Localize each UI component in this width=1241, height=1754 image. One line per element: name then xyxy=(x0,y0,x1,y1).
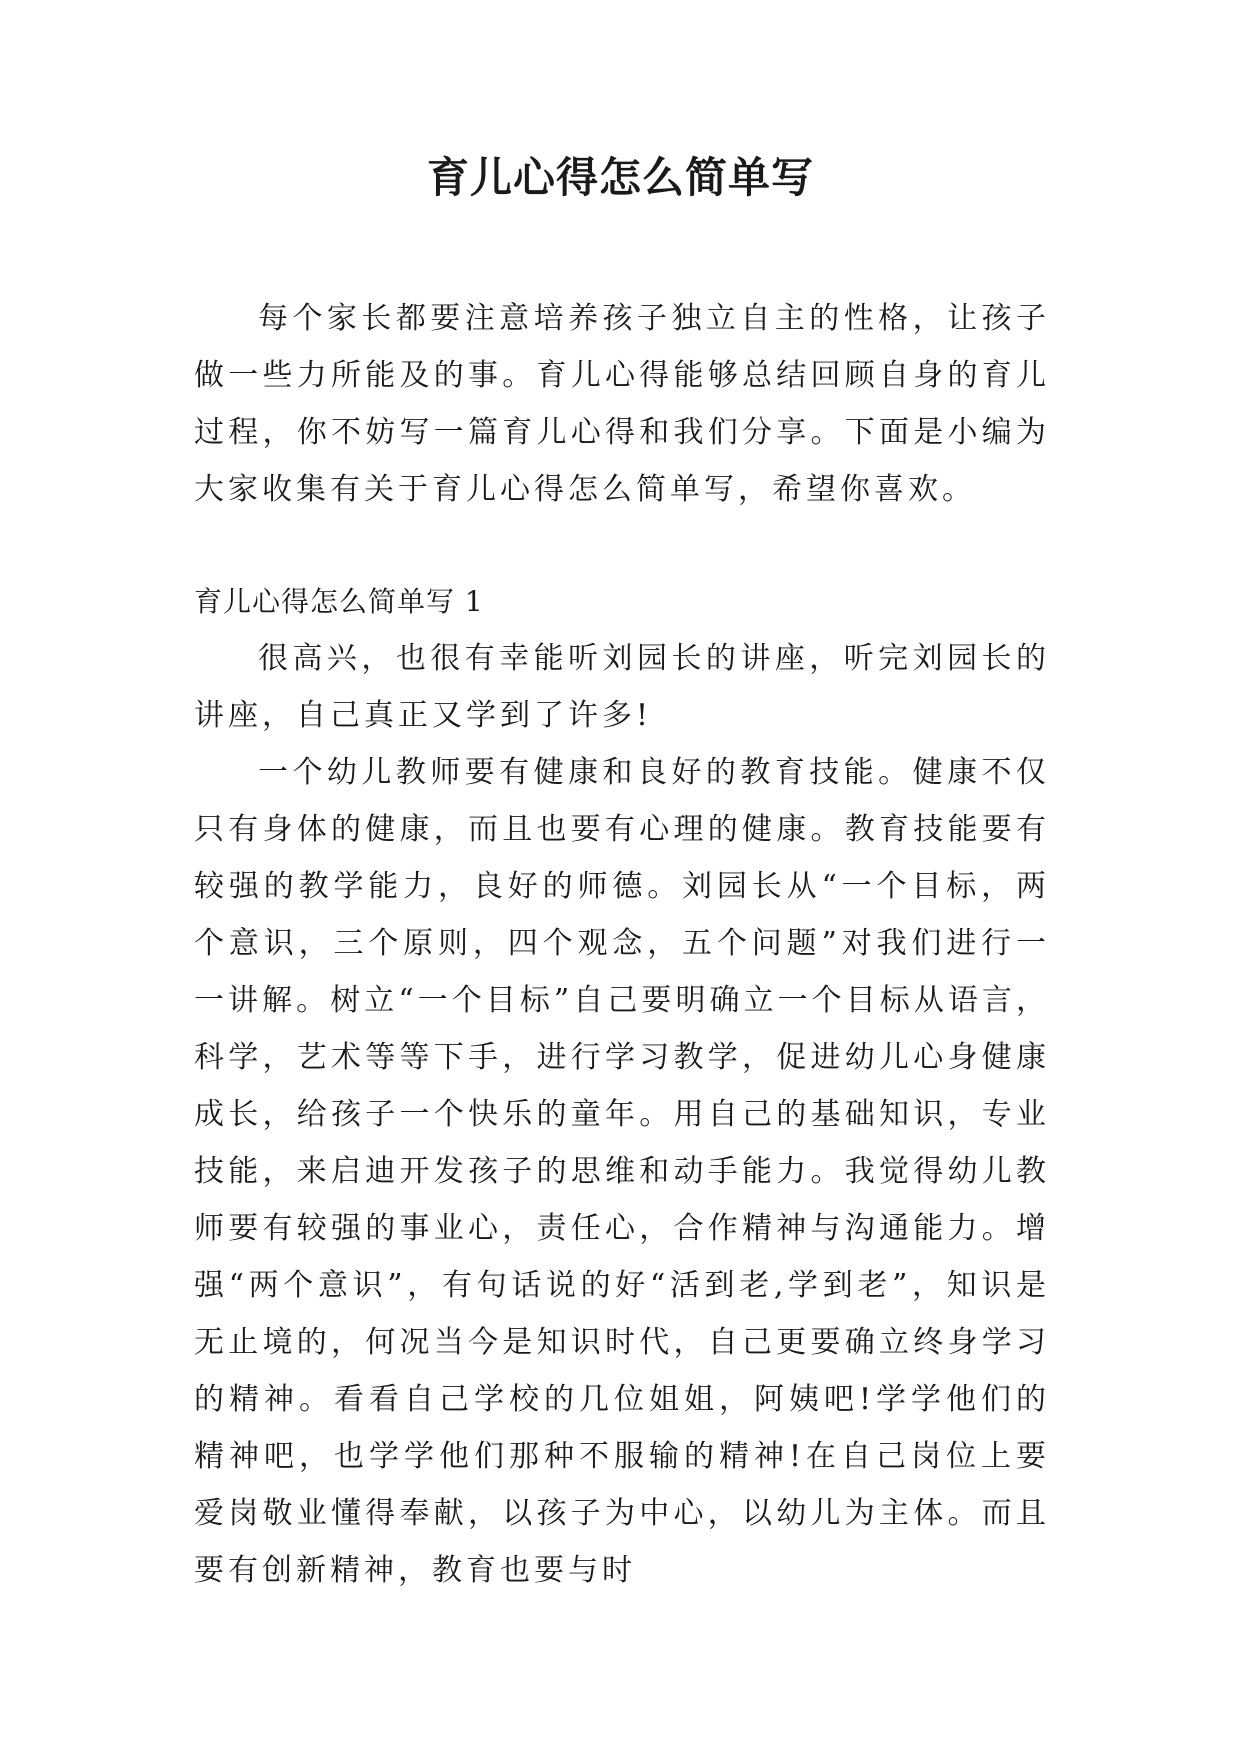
body-paragraph-1: 很高兴，也很有幸能听刘园长的讲座，听完刘园长的讲座，自己真正又学到了许多! xyxy=(194,641,1050,733)
document-body xyxy=(194,290,1050,1599)
section-heading: 育儿心得怎么简单写 1 xyxy=(194,585,484,618)
document-title: 育儿心得怎么简单写 xyxy=(426,153,814,202)
body-paragraph-2: 一个幼儿教师要有健康和良好的教育技能。健康不仅只有身体的健康，而且也要有心理的健康。教育技能要有较强的教学能力，良好的师德。刘园长从“一个目标，两个意识，三个原则，四个观念，五个问题”对我们进行一一讲解。树立“一个目标”自己要明确立一个目标从语言，科学，艺术等等下手，进行学习教学，促进幼儿心身健康成长，给孩子一个快乐的童年。用自己的基础知识，专业技能，来启迪开发孩子的思维和动手能力。我觉得幼儿教师要有较强的事业心，责任心，合作精神与沟通能力。增强“两个意识”，有句话说的好“活到老,学到老”，知识是无止境的，何况当今是知识时代，自己更要确立终身学习的精神。看看自己学校的几位姐姐，阿姨吧!学学他们的精神吧，也学学他们那种不服输的精神!在自己岗位上要爱岗敬业懂得奉献，以孩子为中心，以幼儿为主体。而且要有创新精神，教育也要与时 xyxy=(194,755,1050,1588)
intro-paragraph: 每个家长都要注意培养孩子独立自主的性格，让孩子做一些力所能及的事。育儿心得能够总结回顾自身的育儿过程，你不妨写一篇育儿心得和我们分享。下面是小编为大家收集有关于育儿心得怎么简单写，希望你喜欢。 xyxy=(194,301,1050,507)
